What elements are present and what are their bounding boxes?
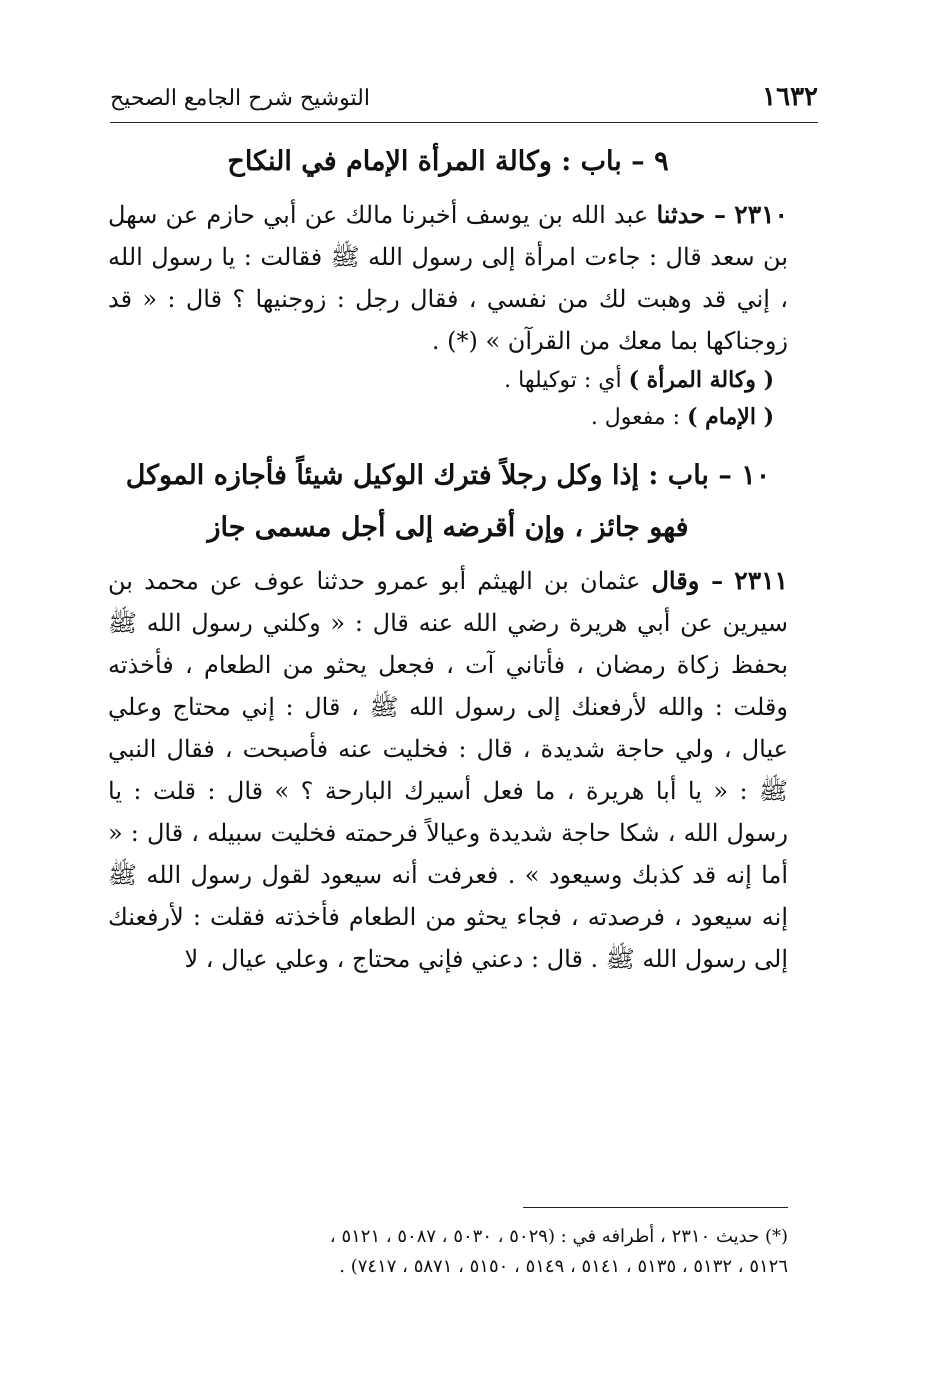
book-title: التوشيح شرح الجامع الصحيح [110,86,370,111]
running-header [110,78,818,123]
hadith-2311 [108,560,788,980]
page-body [108,136,788,980]
hadith-lead: – حدثنا [656,200,727,229]
chapter-10-title-line2: فهو جائز ، وإن أقرضه إلى أجل مسمى جاز [207,512,689,543]
note-text: أي : توكيلها . [504,368,622,393]
hadith-text: عثمان بن الهيثم أبو عمرو حدثنا عوف عن محمد بن سيرين عن أبي هريرة رضي الله عنه قال : « وكلني رسول الله ﷺ بحفظ زكاة رمضان ، فأتاني آت ، فجعل يحثو من الطعام ، فأخذته وقلت : والله لأرفعنك إلى رسول الله ﷺ ، قال : إني محتاج وعلي عيال ، ولي حاجة شديدة ، قال : فخليت عنه فأصبحت ، فقال النبي ﷺ : « يا أبا هريرة ، ما فعل أسيرك البارحة ؟ » قال : قلت : يا رسول الله ، شكا حاجة شديدة وعيالاً فرحمته فخليت سبيله ، قال : « أما إنه قد كذبك وسيعود » . فعرفت أنه سيعود لقول رسول الله ﷺ إنه سيعود ، فرصدته ، فجاء يحثو من الطعام فأخذته فقلت : لأرفعنك إلى رسول الله ﷺ . قال : دعني فإني محتاج ، وعلي عيال ، لا [108,567,788,973]
footnote-line: ٥١٢٦ ، ٥١٣٢ ، ٥١٣٥ ، ٥١٤١ ، ٥١٤٩ ، ٥١٥٠ ، ٥٨٧١ ، ٧٤١٧) . [339,1256,788,1277]
hadith-number: ٢٣١٠ [734,200,788,229]
commentary-note [108,399,788,436]
hadith-number: ٢٣١١ [734,566,788,595]
chapter-9-title: ٩ – باب : وكالة المرأة الإمام في النكاح [227,146,669,177]
page-number: ١٦٣٢ [762,82,818,112]
hadith-lead: – وقال [651,566,724,595]
hadith-text: عبد الله بن يوسف أخبرنا مالك عن أبي حازم عن سهل بن سعد قال : جاءت امرأة إلى رسول الله ﷺ فقالت : يا رسول الله ، إني قد وهبت لك من نفسي ، فقال رجل : زوجنيها ؟ قال : « قد زوجناكها بما معك من القرآن » (*) . [108,201,788,355]
footnote [108,1222,788,1282]
footnote-divider [523,1207,788,1208]
chapter-10-title-line1: ١٠ – باب : إذا وكل رجلاً فترك الوكيل شيئاً فأجازه الموكل [125,460,771,491]
footnote-line: (*) حديث ٢٣١٠ ، أطرافه في : (٥٠٢٩ ، ٥٠٣٠ ، ٥٠٨٧ ، ٥١٢١ ، [329,1226,788,1247]
commentary-note [108,362,788,399]
note-text: : مفعول . [590,405,681,430]
hadith-2310 [108,194,788,362]
note-term: ( الإمام ) [687,404,774,430]
note-term: ( وكالة المرأة ) [628,367,774,393]
